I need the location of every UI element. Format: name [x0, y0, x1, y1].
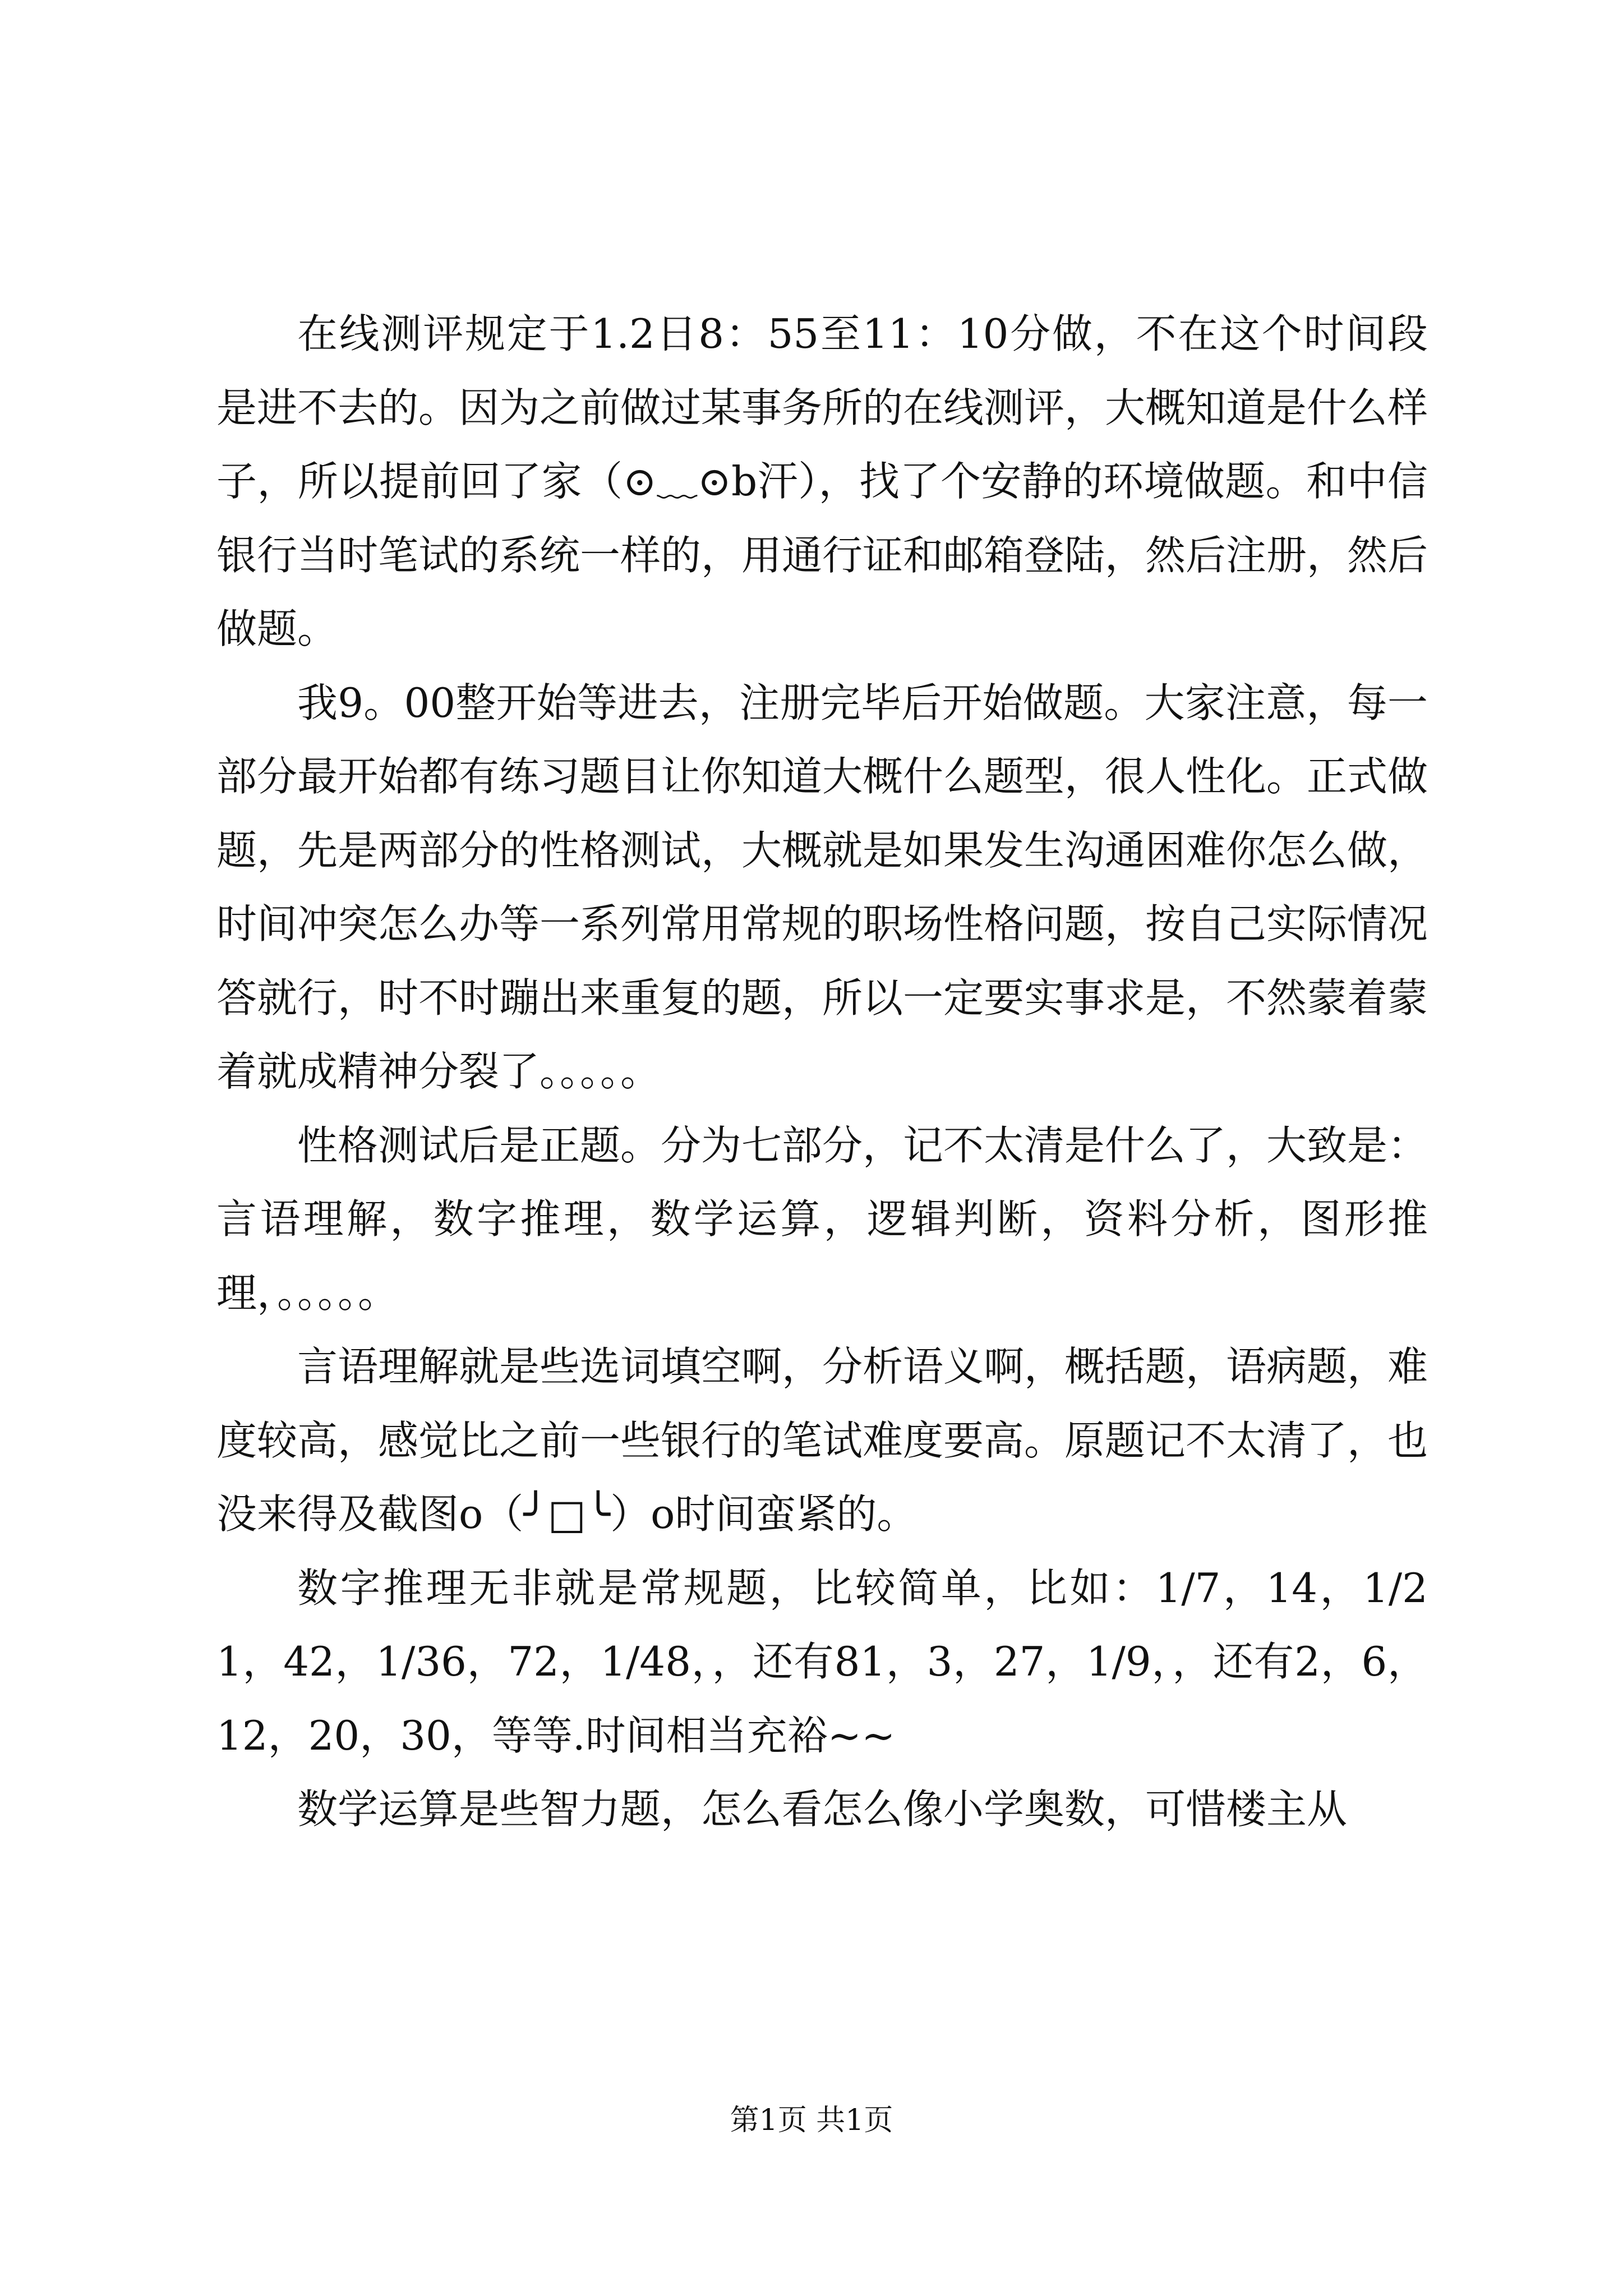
paragraph: 我9。00整开始等进去，注册完毕后开始做题。大家注意，每一部分最开始都有练习题目让你知道大概什么题型，很人性化。正式做题，先是两部分的性格测试，大概就是如果发生沟通困难你怎么做，时间冲突怎么办等一系列常用常规的职场性格问题，按自己实际情况答就行，时不时蹦出来重复的题，所以一定要实事求是，不然蒙着蒙着就成精神分裂了。。。。。 [216, 679, 1428, 1095]
paragraph: 在线测评规定于1.2日8：55至11：10分做，不在这个时间段是进不去的。因为之前做过某事务所的在线测评，大概知道是什么样子，所以提前回了家（⊙﹏⊙b汗），找了个安静的环境做题。和中信银行当时笔试的系统一样的，用通行证和邮箱登陆，然后注册，然后做题。 [216, 310, 1428, 652]
paragraph: 性格测试后是正题。分为七部分，记不太清是什么了，大致是：言语理解，数字推理，数学运算，逻辑判断，资料分析，图形推理，。。。。。 [216, 1121, 1428, 1317]
page-number-footer: 第1页 共1页 [730, 2104, 893, 2137]
document-body [216, 297, 1428, 1847]
paragraph: 数学运算是些智力题，怎么看怎么像小学奥数，可惜楼主从 [297, 1786, 1348, 1833]
paragraph: 数字推理无非就是常规题，比较简单，比如：1/7，14，1/21，42，1/36，72，1/48，，还有81，3，27，1/9，，还有2，6，12，20，30，等等.时间相当充裕~~ [216, 1564, 1428, 1759]
paragraph: 言语理解就是些选词填空啊，分析语义啊，概括题，语病题，难度较高，感觉比之前一些银行的笔试难度要高。原题记不太清了，也没来得及截图o（╯□╰）o时间蛮紧的。 [216, 1343, 1428, 1538]
